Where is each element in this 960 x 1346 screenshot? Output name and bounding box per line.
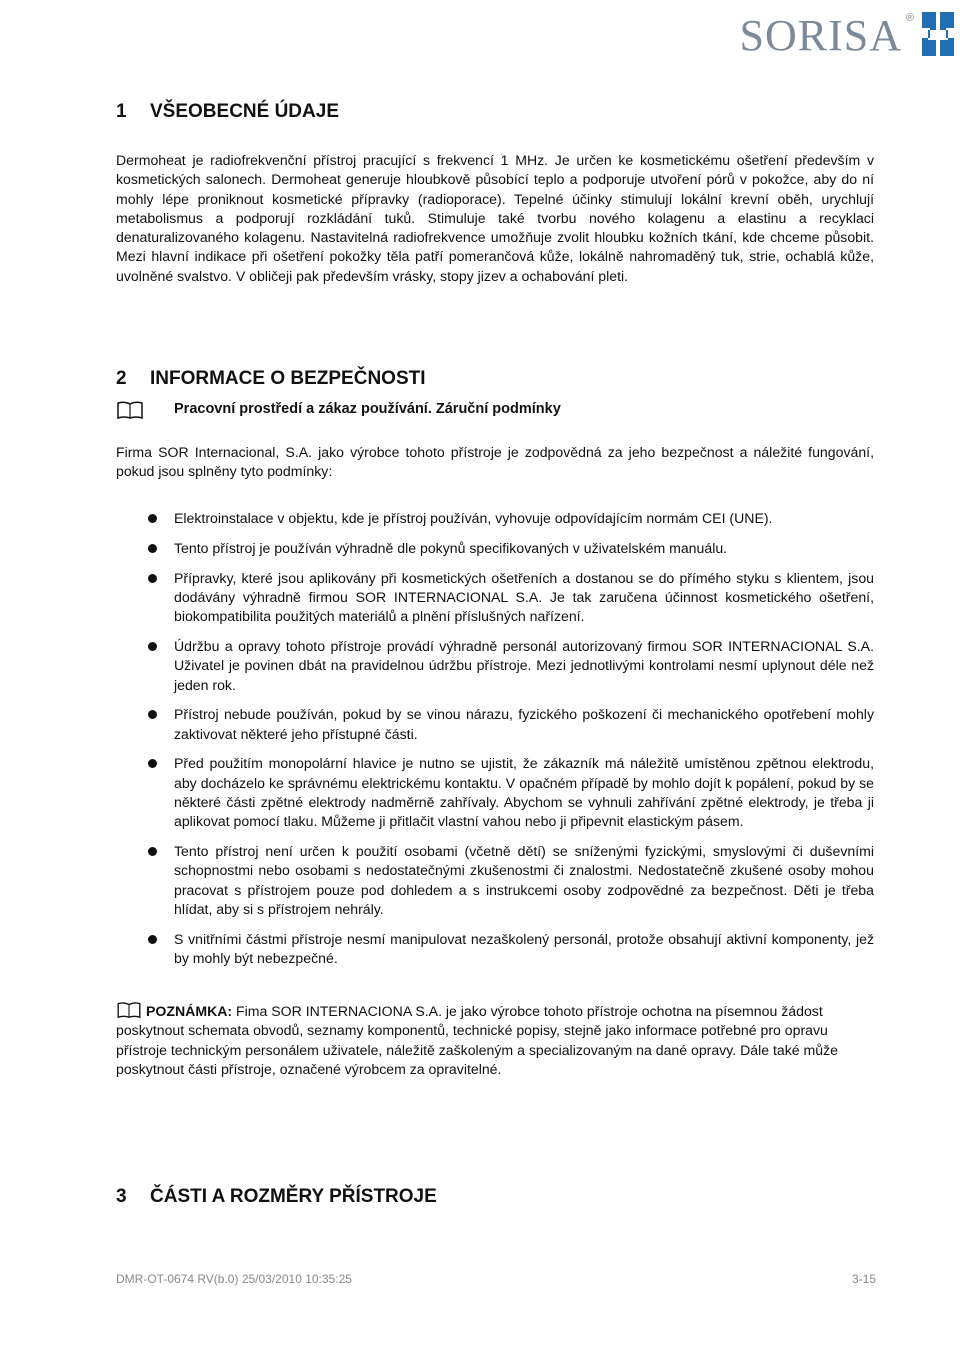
note-label: POZNÁMKA:	[146, 1003, 233, 1019]
list-item-text: Tento přístroj je používán výhradně dle pokynů specifikovaných v uživatelském manuálu.	[174, 539, 728, 556]
section-1-number: 1	[116, 101, 127, 122]
list-item-text: Před použitím monopolární hlavice je nutno se ujistit, že zákazník má náležitě umístěnou zpětnou elektrodu, aby docházelo ke správnému elektrickému kontaktu. V opačném případě by mohlo dojít k popálení, pokud by se některé části zpětné elektrody nadměrně zahřívaly. Abychom se vyhnuli zahřívání zpětné elektrody, je třeba ji aplikovat pomocí tlaku. Můžeme ji přitlačit vlastní vahou nebo ji připevnit elastickým pásem.	[174, 755, 874, 830]
section-3-heading	[116, 1186, 437, 1208]
subheading-text: Pracovní prostředí a zákaz používání. Záruční podmínky	[174, 401, 561, 417]
note-block	[116, 1001, 861, 1079]
sorisa-logo	[720, 6, 960, 58]
section-1-paragraph: Dermoheat je radiofrekvenční přístroj pracující s frekvencí 1 MHz. Je určen ke kosmetickému ošetření především v kosmetických salonech. Dermoheat generuje hloubkově působící teplo a podporuje utvoření pórů v pokožce, aby do ní mohly lépe proniknout kosmetické přípravky (radioporace). Tepelné účinky stimulují lokální krevní oběh, urychlují metabolismus a podporují rozkládání tuků. Stimuluje také tvorbu nového kolagenu a elastinu a recyklaci denaturalizovaného kolagenu. Nastavitelná radiofrekvence umožňuje zvolit hloubku kožních tkání, kde chceme působit. Mezi hlavní indikace při ošetření pokožky těla patří pomerančová kůže, lokálně nahromaděný tuk, strie, ochablá kůže, uvolněné svalstvo. V obličeji pak především vrásky, stopy jizev a ochabování pleti.	[116, 152, 874, 284]
section-2-title: INFORMACE O BEZPEČNOSTI	[150, 368, 426, 389]
open-book-icon	[116, 1001, 142, 1019]
list-item-text: Tento přístroj není určen k použití osobami (včetně dětí) se sníženými fyzickými, smyslovými či duševními schopnostmi nebo osobami s nedostatečnými zkušenostmi či znalostmi. Nedostatečně zkušené osoby mohou pracovat s přístrojem pouze pod dohledem a s instrukcemi osoby zodpovědné za bezpečnost. Děti je třeba hlídat, aby si s přístrojem nehrály.	[174, 843, 874, 918]
footer-page-number: 3-15	[851, 1272, 876, 1286]
bullet-icon	[148, 759, 157, 768]
list-item	[116, 637, 874, 695]
section-3-title: ČÁSTI A ROZMĚRY PŘÍSTROJE	[150, 1186, 437, 1207]
list-item-text: Přístroj nebude používán, pokud by se vinou nárazu, fyzického poškození či mechanického opotřebení mohly zaktivovat některé jeho přístupné části.	[174, 706, 874, 742]
logo-wordmark: SORISA	[739, 11, 902, 60]
open-book-icon	[116, 400, 144, 420]
footer-document-id: DMR-OT-0674 RV(b.0) 25/03/2010 10:35:25	[116, 1272, 352, 1286]
list-item-text: S vnitřními částmi přístroje nesmí manipulovat nezaškolený personál, protože obsahují aktivní komponenty, jež by mohly být nebezpečné.	[174, 930, 874, 967]
list-item	[116, 842, 874, 919]
bullet-icon	[148, 935, 157, 944]
list-item-text: Elektroinstalace v objektu, kde je přístroj používán, vyhovuje odpovídajícím normám CEI (UNE).	[174, 510, 773, 526]
registered-mark: ®	[905, 12, 914, 24]
list-item	[116, 754, 874, 831]
list-item-text: Přípravky, které jsou aplikovány při kosmetických ošetřeních a dostanou se do přímého styku s klientem, jsou dodávány výhradně firmou SOR INTERNACIONAL S.A. Je tak zaručena účinnost kosmetického ošetření, biokompatibilita použitých materiálů a plnění příslušných nařízení.	[174, 569, 874, 625]
list-item	[116, 930, 874, 969]
list-item-text: Údržbu a opravy tohoto přístroje provádí výhradně personál autorizovaný firmou SOR INTERNACIONAL S.A. Uživatel je povinen dbát na pravidelnou údržbu přístroje. Mezi jednotlivými kontrolami nesmí uplynout déle než jeden rok.	[174, 637, 874, 693]
safety-intro: Firma SOR Internacional, S.A. jako výrobce tohoto přístroje je zodpovědná za jeho bezpečnost a náležité fungování, pokud jsou splněny tyto podmínky:	[116, 444, 874, 480]
section-3-number: 3	[116, 1186, 127, 1207]
list-item	[116, 509, 874, 528]
section-1-title: VŠEOBECNÉ ÚDAJE	[150, 101, 339, 122]
sorisa-mark-icon	[920, 10, 956, 58]
section-2-number: 2	[116, 368, 127, 389]
list-item	[116, 539, 874, 558]
section-2-heading	[116, 368, 426, 390]
bullet-icon	[148, 514, 157, 523]
section-1-heading	[116, 101, 339, 123]
bullet-icon	[148, 710, 157, 719]
bullet-icon	[148, 847, 157, 856]
list-item	[116, 705, 874, 744]
bullet-icon	[148, 574, 157, 583]
safety-conditions-list	[116, 509, 874, 979]
bullet-icon	[148, 642, 157, 651]
note-text: Fima SOR INTERNACIONA S.A. je jako výrobce tohoto přístroje ochotna na písemnou žádost poskytnout schemata obvodů, seznamy komponentů, technické popisy, stejně jako informace potřebné pro opravu přístroje technickým personálem uživatele, náležitě zaškoleným a specializovaným na dané opravy. Dále také může poskytnout části přístroje, označené výrobcem za opravitelné.	[116, 1003, 839, 1077]
bullet-icon	[148, 544, 157, 553]
list-item	[116, 569, 874, 627]
